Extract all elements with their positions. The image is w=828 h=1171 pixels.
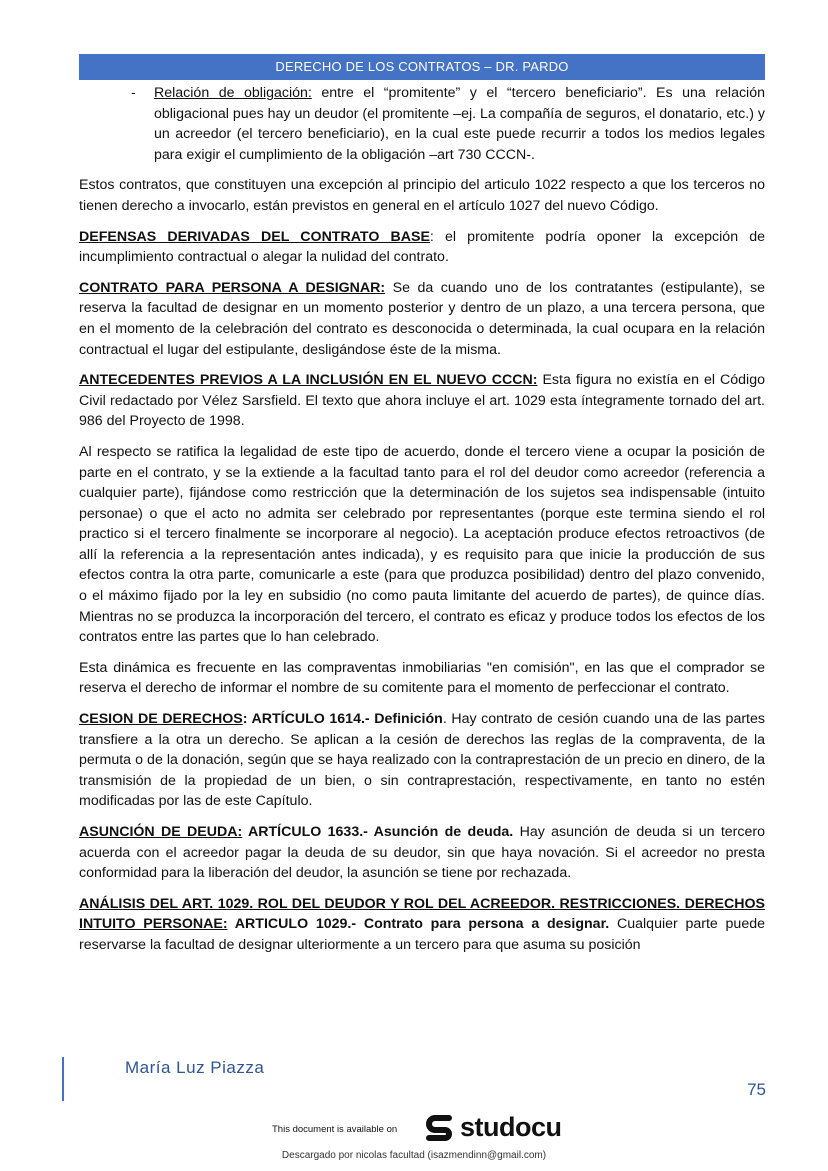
article-label: ARTÍCULO 1633.- Asunción de deuda. — [242, 824, 514, 840]
paragraph-asuncion — [79, 822, 765, 884]
paragraph-text: Hay asunción de deuda si un tercero acuerda con el acreedor pagar la deuda de su deudor, sin que haya novación. Si el acreedor no presta conformidad para la liberación del deudor, la asunción se tiene por rechazada. — [79, 824, 765, 882]
paragraph-dinamica: Esta dinámica es frecuente en las compraventas inmobiliarias "en comisión", en las que el comprador se reserva el derecho de informar el nombre de su comitente para el momento de perfeccionar el contrato. — [79, 659, 765, 697]
paragraph-ratifica: Al respecto se ratifica la legalidad de este tipo de acuerdo, donde el tercero viene a ocupar la posición de parte en el contrato, y se la extiende a la facultad tanto para el rol del deudor como acreedor (referencia a cualquier parte), fijándose como restricción que la determinación de los sujetos sea indispensable (intuito personae) o que el acto no admita ser celebrado por representantes (porque este termina siendo el rol practico si el tercero finalmente se incorporare al negocio). La aceptación produce efectos retroactivos (de allí la referencia a la representación antes indicada), y es requisito para que inicie la producción de sus efectos contra la otra parte, comunicarle a este (para que produzca posibilidad) dentro del plazo convenido, o el máximo fijado por la ley en subsidio (no como pauta limitante del acuerdo de partes), de quince días. Mientras no se produzca la incorporación del tercero, el contrato es eficaz y produce todos los efectos de los contratos entre las partes que lo han celebrado. — [79, 443, 765, 646]
section-heading: ASUNCIÓN DE DEUDA: — [79, 824, 243, 840]
page-header: DERECHO DE LOS CONTRATOS – DR. PARDO — [79, 54, 765, 80]
studocu-logo-icon — [423, 1112, 457, 1151]
bullet-dash: - — [131, 85, 136, 101]
bullet-text: entre el “promitente” y el “tercero beneficiario”. Es una relación obligacional pues hay un deudor (el promitente –ej. La compañía de seguros, el donatario, etc.) y un acreedor (el tercero beneficiario), en la cual este puede recurrir a todos los medios legales para exigir el cumplimiento de la obligación –art 730 CCCN-. — [154, 85, 765, 163]
article-label: : ARTÍCULO 1614.- Definición — [242, 711, 443, 728]
section-heading: DEFENSAS DERIVADAS DEL CONTRATO BASE — [79, 228, 430, 245]
paragraph-text: Cualquier parte puede reservarse la facultad de designar ulteriormente a un tercero para que asuma su posición — [79, 916, 765, 953]
bullet-item — [79, 83, 765, 165]
article-label: ARTICULO 1029.- Contrato para persona a designar. — [227, 916, 610, 933]
footer-divider — [62, 1057, 64, 1101]
page-number: 75 — [747, 1080, 766, 1099]
studocu-logo-text: studocu — [460, 1112, 562, 1142]
paragraph-text: Se da cuando uno de los contratantes (estipulante), se reserva la facultad de designar en un momento posterior y dentro de un plazo, a una tercera persona, que en el momento de la celebración del contrato es desconocida o determinada, la cual ocupara en la relación contractual el lugar del estipulante, desligándose éste de la misma. — [79, 279, 765, 358]
paragraph-analisis — [79, 894, 765, 956]
paragraph-text: . Hay contrato de cesión cuando una de las partes transfiere a la otra un derecho. Se aplican a la cesión de derechos las reglas de la compraventa, de la permuta o de la donación, según que se haya realizado con la contraprestación de un precio en dinero, de la transmisión de la propiedad de un bien, o sin contraprestación, respectivamente, en tanto no estén modificadas por las de este Capítulo. — [79, 711, 765, 810]
bullet-heading: Relación de obligación: — [154, 85, 312, 101]
section-heading: ANÁLISIS DEL ART. 1029. ROL DEL DEUDOR Y ROL DEL ACREEDOR. RESTRICCIONES. DERECHOS INTUITO PERSONAE: — [79, 895, 765, 933]
section-heading: CONTRATO PARA PERSONA A DESIGNAR: — [79, 279, 386, 296]
paragraph-contrato-persona — [79, 278, 765, 360]
paragraph-antecedentes — [79, 370, 765, 432]
paragraph-cesion — [79, 709, 765, 812]
section-heading: ANTECEDENTES PREVIOS A LA INCLUSIÓN EN EL NUEVO CCCN: — [79, 372, 538, 389]
document-body — [79, 83, 765, 966]
section-heading: CESION DE DERECHOS — [79, 711, 243, 728]
studocu-banner[interactable] — [272, 1110, 572, 1150]
paragraph-text: Esta figura no existía en el Código Civil redactado por Vélez Sarsfield. El texto que ahora incluye el art. 1029 esta íntegramente tornado del art. 986 del Proyecto de 1998. — [79, 372, 765, 430]
available-text: This document is available on — [272, 1124, 398, 1135]
paragraph-1: Estos contratos, que constituyen una excepción al principio del articulo 1022 respecto a que los terceros no tienen derecho a invocarlo, están previstos en general en el artículo 1027 del nuevo Código. — [79, 177, 765, 214]
download-notice: Descargado por nicolas facultad (isazmendinn@gmail.com) — [281, 1150, 547, 1161]
footer-author: María Luz Piazza — [125, 1058, 265, 1077]
paragraph-defensas — [79, 227, 765, 268]
paragraph-text: : el promitente podría oponer la excepción de incumplimiento contractual o alegar la nulidad del contrato. — [79, 228, 765, 266]
